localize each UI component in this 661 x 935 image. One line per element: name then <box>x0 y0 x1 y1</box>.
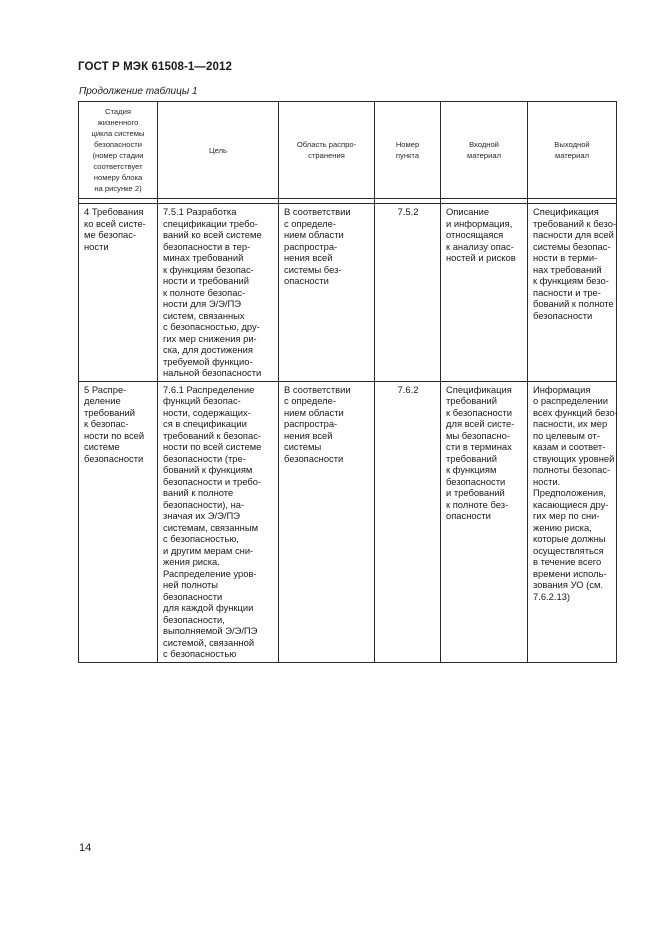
cell-line: функций безопас- <box>163 395 241 406</box>
cell-line: безопасности, <box>163 613 225 625</box>
cell-line: опасности <box>446 510 491 521</box>
cell-line: для всей систе- <box>446 418 515 429</box>
cell-line: Описание <box>446 206 490 217</box>
cell-line: Область распро- <box>296 140 357 149</box>
cell-line: опасности <box>284 275 329 286</box>
column-header-output <box>528 102 617 199</box>
cell-line: Стадия <box>105 107 131 116</box>
cell-line: с определе- <box>284 217 336 229</box>
cell-line: ности по всей <box>84 429 145 441</box>
cell-line: к безопас- <box>84 418 129 429</box>
cell-line: безопасности в тер- <box>163 240 251 252</box>
cell-line: выполняемой Э/Э/ПЭ <box>163 625 258 636</box>
cell-line: с определе- <box>284 395 336 406</box>
cell-line: к безопасности <box>446 406 512 418</box>
cell-line: системам, связанным <box>163 521 259 533</box>
cell-output <box>528 204 617 382</box>
cell-clause: 7.6.2 <box>375 381 441 662</box>
cell-line: и требований <box>446 487 505 498</box>
cell-input <box>441 204 528 382</box>
cell-line: осуществляться <box>533 544 604 556</box>
cell-line: к функциям безо- <box>533 275 609 286</box>
cell-line: нием области <box>284 406 344 418</box>
cell-line: безопасности <box>533 309 593 321</box>
cell-line: по целевым от- <box>533 429 600 441</box>
cell-line: материал <box>466 151 501 160</box>
cell-line: 7.6.1 Распределение <box>163 383 255 395</box>
cell-line: Спецификация <box>446 383 512 395</box>
cell-line: ности, содержащих- <box>163 406 251 418</box>
cell-line: системы без- <box>284 263 342 275</box>
cell-line: ности <box>84 240 109 252</box>
cell-line: 5 Распре- <box>84 383 127 395</box>
cell-line: казам и соответ- <box>533 441 606 452</box>
cell-line: ности и требований <box>163 275 249 286</box>
column-header-clause <box>375 102 441 199</box>
cell-line: ности. <box>533 475 561 487</box>
cell-line: ностей и рисков <box>446 252 516 263</box>
cell-scope <box>279 204 375 382</box>
cell-line: странения <box>308 151 345 160</box>
cell-line: гих мер снижения ри- <box>163 332 257 344</box>
cell-line: жению риска, <box>533 521 592 533</box>
cell-line: зования УО (см. <box>533 579 603 590</box>
cell-line: нальной безопасности <box>163 367 262 378</box>
cell-line: ней полноты <box>163 579 219 590</box>
document-title: ГОСТ Р МЭК 61508-1—2012 <box>78 61 232 73</box>
cell-line: к функциям безопас- <box>163 263 254 275</box>
cell-line: Информация <box>533 383 591 395</box>
cell-stage <box>79 381 158 662</box>
cell-line: относящаяся <box>446 229 504 240</box>
cell-line: нения всей <box>284 252 333 263</box>
cell-line: с безопасностью, <box>163 533 239 544</box>
cell-line: систем, связанных <box>163 309 245 321</box>
cell-line: ко всей систе- <box>84 217 146 229</box>
cell-line: к полноте безопас- <box>163 286 246 298</box>
page-number: 14 <box>79 842 92 854</box>
cell-line: ска, для достижения <box>163 344 253 355</box>
cell-line: ваний ко всей системе <box>163 229 262 240</box>
column-header-goal <box>158 102 279 199</box>
cell-line: Цель <box>209 145 227 155</box>
cell-line: к полноте без- <box>446 498 509 510</box>
cell-line: с безопасностью, дру- <box>163 321 260 332</box>
cell-line: распростра- <box>284 418 338 429</box>
cell-line: деление <box>84 395 121 406</box>
cell-line: жения риска. <box>163 556 220 567</box>
cell-line: времени исполь- <box>533 567 607 579</box>
cell-line: бований к функциям <box>163 464 253 475</box>
cell-line: минах требований <box>163 252 244 263</box>
cell-line: 7.5.1 Разработка <box>163 206 237 217</box>
cell-line: ваний к полноте <box>163 487 234 498</box>
cell-line: пасности и тре- <box>533 286 601 298</box>
cell-line: В соответствии <box>284 383 351 395</box>
cell-line: В соответствии <box>284 206 351 217</box>
cell-line: и информация, <box>446 217 513 229</box>
cell-line: безопасности <box>93 140 142 149</box>
cell-line: безопасности и требо- <box>163 475 262 487</box>
cell-line: с безопасностью <box>163 648 237 659</box>
cell-line: ся в спецификации <box>163 418 247 429</box>
column-header-stage <box>79 102 158 199</box>
cell-line: Спецификация <box>533 206 599 217</box>
table-row <box>79 381 617 662</box>
cell-line: безопасности <box>84 452 144 464</box>
cell-line: пасности для всей <box>533 229 614 240</box>
cell-line: нием области <box>284 229 344 240</box>
cell-line: пункта <box>395 151 420 160</box>
cell-line: материал <box>554 151 589 160</box>
cell-line: Выходной <box>554 140 590 149</box>
cell-line: требуемой функцио- <box>163 355 253 367</box>
cell-line: полноты безопас- <box>533 464 611 475</box>
column-header-input <box>441 102 528 199</box>
cell-line: безопасности (тре- <box>163 452 246 464</box>
cell-line: требований к безопас- <box>163 429 262 441</box>
cell-line: 7.6.2.13) <box>533 590 571 602</box>
cell-line: в течение всего <box>533 556 602 567</box>
cell-line: соответствует <box>93 162 143 171</box>
cell-line: Предположения, <box>533 487 606 498</box>
cell-line: требований <box>446 452 497 464</box>
cell-line: системой, связанной <box>163 636 255 648</box>
table-caption: Продолжение таблицы 1 <box>79 86 198 97</box>
cell-line: (номер стадии <box>92 151 144 160</box>
cell-scope <box>279 381 375 662</box>
cell-line: Распределение уров- <box>163 567 257 579</box>
cell-line: ности для Э/Э/ПЭ <box>163 298 241 309</box>
cell-line: требований <box>84 406 135 418</box>
cell-line: распростра- <box>284 240 338 252</box>
cell-line: ствующих уровней <box>533 452 615 464</box>
cell-line: номеру блока <box>93 173 143 182</box>
cell-line: ме безопас- <box>84 229 137 240</box>
cell-line: ности в терми- <box>533 252 598 263</box>
cell-line: безопасности <box>284 452 344 464</box>
cell-line: к анализу опас- <box>446 240 514 252</box>
lifecycle-table <box>78 101 617 663</box>
cell-line: о распределении <box>533 395 608 406</box>
cell-goal <box>158 204 279 382</box>
cell-line: спецификации требо- <box>163 217 258 229</box>
cell-line: цикла системы <box>91 129 145 138</box>
cell-output <box>528 381 617 662</box>
cell-line: сти в терминах <box>446 441 512 452</box>
cell-line: пасности, их мер <box>533 418 608 429</box>
table-header-row <box>79 102 617 199</box>
cell-line: жизненного <box>97 118 139 127</box>
cell-line: безопасности <box>163 590 223 602</box>
cell-line: ности по всей системе <box>163 441 262 452</box>
cell-line: требований к безо- <box>533 217 617 229</box>
cell-goal <box>158 381 279 662</box>
cell-line: для каждой функции <box>163 602 254 613</box>
cell-line: к функциям <box>446 464 497 475</box>
cell-line: касающиеся дру- <box>533 498 609 510</box>
cell-line: всех функций безо- <box>533 406 618 418</box>
cell-line: и другим мерам сни- <box>163 544 254 556</box>
cell-stage <box>79 204 158 382</box>
cell-line: безопасности <box>446 475 506 487</box>
cell-line: системе <box>84 441 120 452</box>
cell-line: системы безопас- <box>533 240 611 252</box>
cell-line: системы <box>284 441 322 452</box>
cell-line: 4 Требования <box>84 206 144 217</box>
cell-line: Номер <box>395 140 420 149</box>
cell-line: требований <box>446 395 497 406</box>
cell-line: безопасности), на- <box>163 498 245 510</box>
column-header-scope <box>279 102 375 199</box>
cell-input <box>441 381 528 662</box>
cell-line: бований к полноте <box>533 298 614 309</box>
cell-line: гих мер по сни- <box>533 510 600 521</box>
cell-line: значая их Э/Э/ПЭ <box>163 510 240 521</box>
table-row <box>79 204 617 382</box>
cell-clause: 7.5.2 <box>375 204 441 382</box>
cell-line: Входной <box>469 140 499 149</box>
cell-line: на рисунке 2) <box>94 184 142 193</box>
cell-line: нах требований <box>533 263 602 275</box>
cell-line: которые должны <box>533 533 606 544</box>
cell-line: мы безопасно- <box>446 429 510 441</box>
cell-line: нения всей <box>284 429 333 441</box>
